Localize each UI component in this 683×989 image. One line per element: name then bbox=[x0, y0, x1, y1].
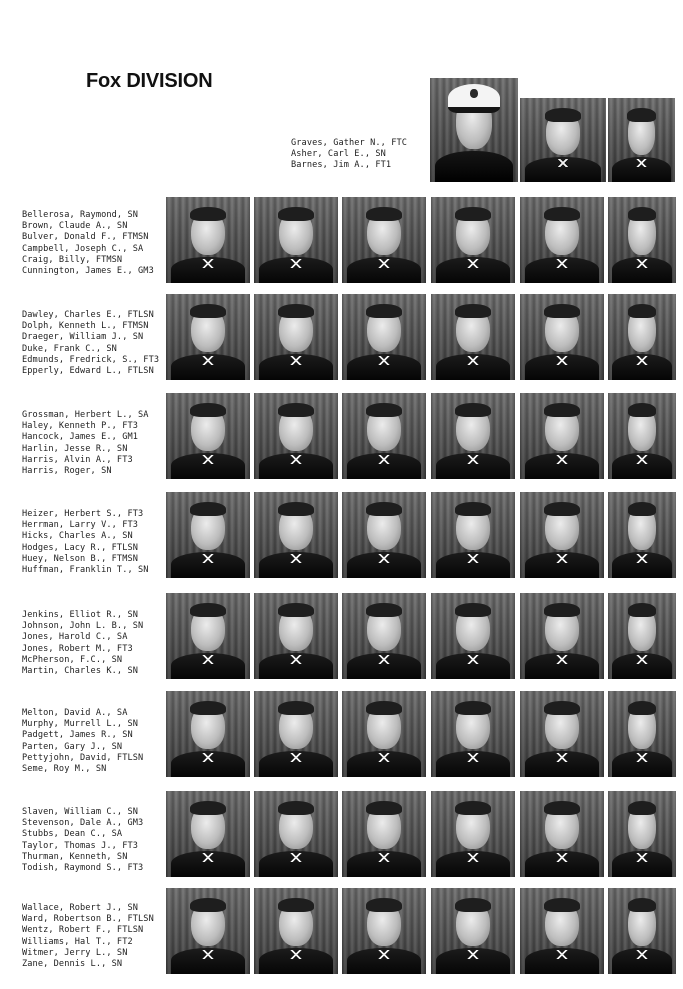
hair-shape bbox=[544, 207, 579, 221]
sailor-collar-icon bbox=[286, 753, 306, 762]
portrait-photo-icon bbox=[431, 691, 515, 777]
roster-name: Wentz, Robert F., FTLSN bbox=[22, 925, 144, 936]
roster-name: Asher, Carl E., SN bbox=[291, 149, 386, 160]
sailor-collar-icon bbox=[463, 753, 483, 762]
portrait-photo-icon bbox=[254, 888, 338, 974]
hair-shape bbox=[278, 898, 313, 912]
hair-shape bbox=[544, 701, 579, 715]
sailor-collar-icon bbox=[374, 753, 394, 762]
roster-name: Craig, Billy, FTMSN bbox=[22, 254, 123, 265]
hair-shape bbox=[628, 898, 657, 912]
roster-name: Pettyjohn, David, FTLSN bbox=[22, 752, 144, 763]
portrait-photo-icon bbox=[608, 888, 676, 974]
roster-name: Campbell, Joseph C., SA bbox=[22, 243, 144, 254]
hair-shape bbox=[544, 502, 579, 516]
portrait-photo-icon bbox=[342, 197, 426, 283]
roster-name: Huey, Nelson B., FTMSN bbox=[22, 553, 139, 564]
sailor-collar-icon bbox=[374, 950, 394, 959]
hair-shape bbox=[366, 502, 401, 516]
portrait-photo-icon bbox=[254, 691, 338, 777]
hair-shape bbox=[366, 207, 401, 221]
sailor-collar-icon bbox=[634, 853, 650, 862]
name-list bbox=[291, 138, 407, 172]
sailor-collar-icon bbox=[198, 853, 218, 862]
portrait-photo-icon bbox=[254, 393, 338, 479]
portrait-photo-icon bbox=[520, 691, 604, 777]
roster-name: Barnes, Jim A., FT1 bbox=[291, 160, 392, 171]
hair-shape bbox=[190, 403, 225, 417]
sailor-collar-icon bbox=[286, 554, 306, 563]
sailor-collar-icon bbox=[286, 853, 306, 862]
roster-name: Stevenson, Dale A., GM3 bbox=[22, 818, 144, 829]
hair-shape bbox=[190, 898, 225, 912]
portrait-photo-icon bbox=[254, 593, 338, 679]
portrait-photo-icon bbox=[431, 791, 515, 877]
portrait-photo-icon bbox=[254, 197, 338, 283]
sailor-collar-icon bbox=[634, 655, 650, 664]
roster-name: Slaven, William C., SN bbox=[22, 807, 139, 817]
portrait-photo-icon bbox=[342, 393, 426, 479]
portrait-photo-icon bbox=[342, 593, 426, 679]
sailor-collar-icon bbox=[374, 455, 394, 464]
roster-name: Herrman, Larry V., FT3 bbox=[22, 520, 139, 531]
sailor-collar-icon bbox=[463, 259, 483, 268]
name-list bbox=[22, 903, 154, 970]
sailor-collar-icon bbox=[286, 655, 306, 664]
roster-name: Heizer, Herbert S., FT3 bbox=[22, 509, 144, 519]
roster-name: Haley, Kenneth P., FT3 bbox=[22, 421, 139, 432]
portrait-photo-icon bbox=[520, 791, 604, 877]
sailor-collar-icon bbox=[552, 950, 572, 959]
sailor-collar-icon bbox=[552, 455, 572, 464]
sailor-collar-icon bbox=[286, 950, 306, 959]
hair-shape bbox=[278, 603, 313, 617]
name-list bbox=[22, 807, 143, 874]
roster-name: Jones, Robert M., FT3 bbox=[22, 643, 133, 654]
hair-shape bbox=[190, 502, 225, 516]
sailor-collar-icon bbox=[286, 356, 306, 365]
hair-shape bbox=[366, 801, 401, 815]
roster-name: Stubbs, Dean C., SA bbox=[22, 829, 123, 840]
hair-shape bbox=[545, 108, 581, 121]
hair-shape bbox=[455, 603, 490, 617]
roster-name: Williams, Hal T., FT2 bbox=[22, 936, 133, 947]
portrait-photo-icon bbox=[608, 492, 676, 578]
hair-shape bbox=[628, 701, 657, 715]
portrait-photo-icon bbox=[520, 492, 604, 578]
sailor-collar-icon bbox=[198, 259, 218, 268]
sailor-collar-icon bbox=[634, 356, 650, 365]
hair-shape bbox=[628, 502, 657, 516]
portrait-photo-icon bbox=[608, 98, 675, 182]
portrait-photo-icon bbox=[608, 691, 676, 777]
portrait-photo-icon bbox=[520, 294, 604, 380]
hair-shape bbox=[455, 304, 490, 318]
portrait-photo-icon bbox=[431, 888, 515, 974]
name-list bbox=[22, 509, 149, 576]
sailor-collar-icon bbox=[552, 655, 572, 664]
sailor-collar-icon bbox=[634, 554, 650, 563]
sailor-collar-icon bbox=[634, 753, 650, 762]
sailor-collar-icon bbox=[374, 356, 394, 365]
hair-shape bbox=[544, 403, 579, 417]
sailor-collar-icon bbox=[553, 159, 574, 167]
hair-shape bbox=[628, 304, 657, 318]
sailor-collar-icon bbox=[198, 950, 218, 959]
portrait-photo-icon bbox=[254, 294, 338, 380]
portrait-photo-icon bbox=[166, 691, 250, 777]
roster-name: Todish, Raymond S., FT3 bbox=[22, 863, 144, 874]
portrait-photo-icon bbox=[342, 691, 426, 777]
roster-name: Brown, Claude A., SN bbox=[22, 221, 128, 232]
hair-shape bbox=[366, 403, 401, 417]
sailor-collar-icon bbox=[634, 455, 650, 464]
portrait-photo-icon bbox=[342, 888, 426, 974]
hair-shape bbox=[278, 701, 313, 715]
portrait-photo-icon bbox=[254, 791, 338, 877]
sailor-collar-icon bbox=[374, 853, 394, 862]
roster-name: Jenkins, Elliot R., SN bbox=[22, 610, 139, 620]
roster-name: Hicks, Charles A., SN bbox=[22, 531, 133, 542]
roster-name: Draeger, William J., SN bbox=[22, 332, 144, 343]
roster-name: Epperly, Edward L., FTLSN bbox=[22, 366, 154, 377]
portrait-photo-icon bbox=[608, 197, 676, 283]
portrait-photo-icon bbox=[431, 197, 515, 283]
roster-name: Taylor, Thomas J., FT3 bbox=[22, 840, 139, 851]
portrait-photo-icon bbox=[166, 294, 250, 380]
roster-name: Grossman, Herbert L., SA bbox=[22, 410, 149, 420]
name-list bbox=[22, 610, 143, 677]
roster-name: Harlin, Jesse R., SN bbox=[22, 443, 128, 454]
hair-shape bbox=[366, 898, 401, 912]
hair-shape bbox=[190, 701, 225, 715]
roster-name: Hodges, Lacy R., FTLSN bbox=[22, 542, 139, 553]
portrait-photo-icon bbox=[431, 492, 515, 578]
roster-name: Bulver, Donald F., FTMSN bbox=[22, 232, 149, 243]
sailor-collar-icon bbox=[198, 655, 218, 664]
hair-shape bbox=[455, 502, 490, 516]
roster-name: Seme, Roy M., SN bbox=[22, 764, 107, 775]
portrait-photo-icon bbox=[431, 593, 515, 679]
hair-shape bbox=[455, 403, 490, 417]
roster-name: Witmer, Jerry L., SN bbox=[22, 947, 128, 958]
cap-badge-icon bbox=[470, 89, 477, 97]
sailor-collar-icon bbox=[463, 950, 483, 959]
hair-shape bbox=[278, 801, 313, 815]
roster-name: Melton, David A., SA bbox=[22, 708, 128, 718]
hair-shape bbox=[278, 304, 313, 318]
sailor-collar-icon bbox=[286, 259, 306, 268]
sailor-collar-icon bbox=[463, 455, 483, 464]
roster-name: Zane, Dennis L., SN bbox=[22, 959, 123, 970]
portrait-photo-icon bbox=[608, 393, 676, 479]
sailor-collar-icon bbox=[374, 259, 394, 268]
roster-name: Edmunds, Fredrick, S., FT3 bbox=[22, 354, 160, 365]
sailor-collar-icon bbox=[552, 554, 572, 563]
sailor-collar-icon bbox=[463, 554, 483, 563]
roster-name: Johnson, John L. B., SN bbox=[22, 621, 144, 632]
sailor-collar-icon bbox=[374, 554, 394, 563]
page-title: Fox DIVISION bbox=[86, 70, 213, 92]
portrait-photo-icon bbox=[166, 888, 250, 974]
portrait-photo-icon bbox=[520, 888, 604, 974]
name-list bbox=[22, 410, 149, 477]
roster-name: Dawley, Charles E., FTLSN bbox=[22, 310, 154, 320]
portrait-photo-icon bbox=[166, 791, 250, 877]
hair-shape bbox=[544, 603, 579, 617]
roster-name: Martin, Charles K., SN bbox=[22, 666, 139, 677]
portrait-photo-icon bbox=[342, 492, 426, 578]
hair-shape bbox=[190, 207, 225, 221]
hair-shape bbox=[278, 403, 313, 417]
sailor-collar-icon bbox=[552, 853, 572, 862]
roster-name: Graves, Gather N., FTC bbox=[291, 138, 408, 148]
sailor-collar-icon bbox=[634, 950, 650, 959]
portrait-photo-icon bbox=[166, 393, 250, 479]
hair-shape bbox=[190, 603, 225, 617]
sailor-collar-icon bbox=[198, 554, 218, 563]
hair-shape bbox=[190, 304, 225, 318]
hair-shape bbox=[366, 304, 401, 318]
sailor-collar-icon bbox=[286, 455, 306, 464]
roster-name: McPherson, F.C., SN bbox=[22, 654, 123, 665]
hair-shape bbox=[366, 701, 401, 715]
hair-shape bbox=[366, 603, 401, 617]
roster-name: Hancock, James E., GM1 bbox=[22, 432, 139, 443]
hair-shape bbox=[544, 801, 579, 815]
roster-name: Harris, Roger, SN bbox=[22, 466, 112, 477]
hair-shape bbox=[455, 801, 490, 815]
portrait-photo-icon bbox=[431, 294, 515, 380]
hair-shape bbox=[628, 403, 657, 417]
roster-name: Thurman, Kenneth, SN bbox=[22, 851, 128, 862]
sailor-collar-icon bbox=[198, 356, 218, 365]
sailor-collar-icon bbox=[552, 259, 572, 268]
portrait-photo-icon bbox=[342, 294, 426, 380]
portrait-photo-icon bbox=[520, 393, 604, 479]
portrait-photo-icon bbox=[166, 593, 250, 679]
portrait-photo-icon bbox=[520, 593, 604, 679]
roster-name: Parten, Gary J., SN bbox=[22, 741, 123, 752]
portrait-photo-icon bbox=[608, 791, 676, 877]
hair-shape bbox=[628, 207, 657, 221]
portrait-photo-icon bbox=[520, 98, 606, 182]
roster-name: Dolph, Kenneth L., FTMSN bbox=[22, 321, 149, 332]
roster-name: Wallace, Robert J., SN bbox=[22, 903, 139, 913]
hair-shape bbox=[278, 207, 313, 221]
sailor-collar-icon bbox=[552, 356, 572, 365]
sailor-collar-icon bbox=[463, 655, 483, 664]
portrait-photo-icon bbox=[608, 294, 676, 380]
name-list bbox=[22, 708, 143, 775]
roster-name: Bellerosa, Raymond, SN bbox=[22, 210, 139, 220]
sailor-collar-icon bbox=[198, 753, 218, 762]
portrait-photo-icon bbox=[431, 393, 515, 479]
roster-name: Murphy, Murrell L., SN bbox=[22, 719, 139, 730]
hair-shape bbox=[455, 701, 490, 715]
portrait-photo-icon bbox=[342, 791, 426, 877]
roster-name: Huffman, Franklin T., SN bbox=[22, 565, 149, 576]
sailor-collar-icon bbox=[463, 356, 483, 365]
portrait-photo-icon bbox=[520, 197, 604, 283]
sailor-collar-icon bbox=[634, 259, 650, 268]
sailor-collar-icon bbox=[633, 159, 649, 167]
hair-shape bbox=[628, 801, 657, 815]
roster-name: Duke, Frank C., SN bbox=[22, 343, 117, 354]
roster-name: Ward, Robertson B., FTLSN bbox=[22, 914, 154, 925]
sailor-collar-icon bbox=[552, 753, 572, 762]
name-list bbox=[22, 210, 154, 277]
sailor-collar-icon bbox=[198, 455, 218, 464]
sailor-collar-icon bbox=[374, 655, 394, 664]
portrait-photo-icon bbox=[430, 78, 518, 182]
hair-shape bbox=[190, 801, 225, 815]
hair-shape bbox=[278, 502, 313, 516]
roster-name: Cunnington, James E., GM3 bbox=[22, 266, 154, 277]
portrait-photo-icon bbox=[254, 492, 338, 578]
name-list bbox=[22, 310, 159, 377]
portrait-photo-icon bbox=[608, 593, 676, 679]
portrait-photo-icon bbox=[166, 197, 250, 283]
hair-shape bbox=[627, 108, 655, 121]
hair-shape bbox=[455, 898, 490, 912]
portrait-photo-icon bbox=[166, 492, 250, 578]
roster-name: Jones, Harold C., SA bbox=[22, 632, 128, 643]
hair-shape bbox=[628, 603, 657, 617]
hair-shape bbox=[455, 207, 490, 221]
roster-name: Padgett, James R., SN bbox=[22, 730, 133, 741]
hair-shape bbox=[544, 304, 579, 318]
sailor-collar-icon bbox=[463, 853, 483, 862]
roster-name: Harris, Alvin A., FT3 bbox=[22, 454, 133, 465]
hair-shape bbox=[544, 898, 579, 912]
